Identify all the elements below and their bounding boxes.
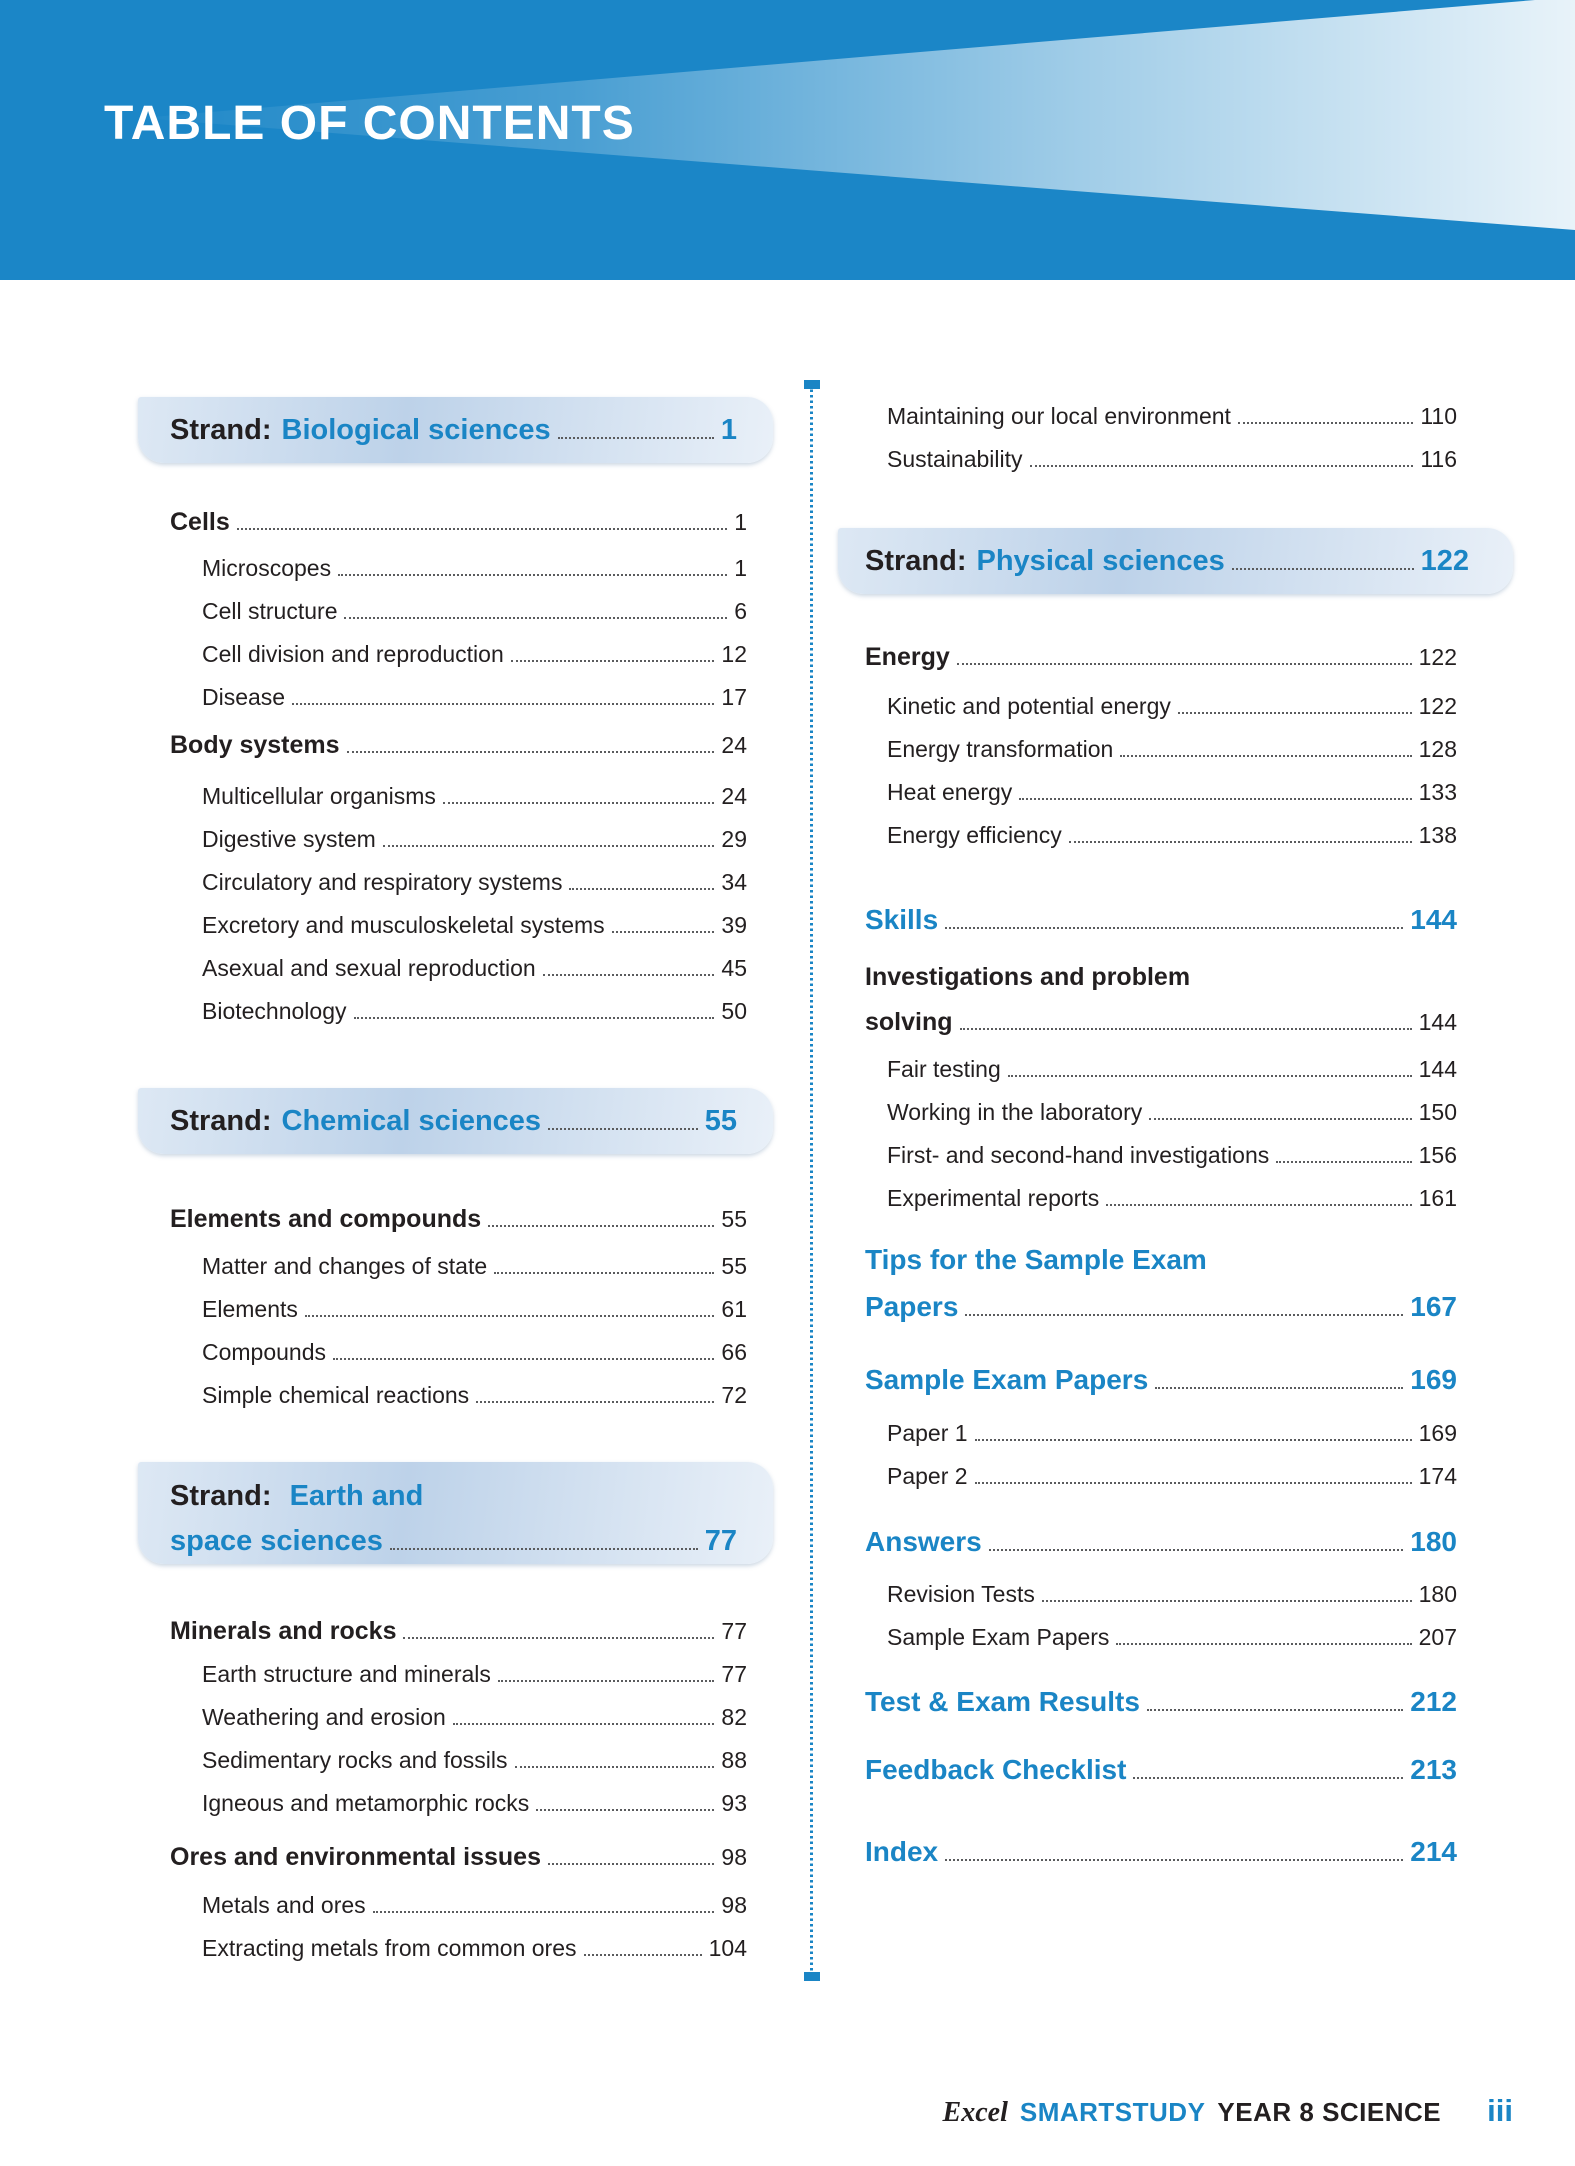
entry-page: 45 bbox=[721, 955, 747, 981]
dotted-leader bbox=[558, 437, 714, 439]
section-label-line2: solving bbox=[865, 1008, 953, 1036]
toc-section bbox=[838, 635, 1513, 679]
toc-entry bbox=[138, 904, 773, 947]
toc-blue-heading bbox=[838, 1355, 1513, 1405]
footer-brand-excel: Excel bbox=[942, 2097, 1008, 2128]
strand-prefix: Strand: bbox=[170, 1480, 272, 1512]
blue-heading-label: Skills bbox=[865, 904, 939, 935]
dotted-leader bbox=[536, 1809, 714, 1811]
strand-page: 77 bbox=[704, 1525, 737, 1557]
section-label: Cells bbox=[170, 508, 230, 536]
toc-entry bbox=[838, 1455, 1513, 1498]
dotted-leader bbox=[1008, 1075, 1412, 1077]
toc-entry bbox=[138, 1884, 773, 1927]
dotted-leader bbox=[494, 1272, 714, 1274]
entry-page: 104 bbox=[708, 1935, 747, 1961]
entry-label: Extracting metals from common ores bbox=[202, 1935, 577, 1961]
toc-entry bbox=[138, 1782, 773, 1825]
dotted-leader bbox=[1178, 712, 1412, 714]
dotted-leader bbox=[945, 1859, 1403, 1861]
dotted-leader bbox=[292, 703, 714, 705]
dotted-leader bbox=[1155, 1387, 1403, 1389]
dotted-leader bbox=[1019, 798, 1411, 800]
dotted-leader bbox=[989, 1549, 1404, 1551]
entry-page: 39 bbox=[721, 912, 747, 938]
dotted-leader bbox=[975, 1482, 1412, 1484]
strand-banner-physical bbox=[838, 528, 1513, 594]
dotted-leader bbox=[1149, 1118, 1411, 1120]
blue-heading-label: Test & Exam Results bbox=[865, 1686, 1140, 1717]
toc-entry bbox=[138, 775, 773, 818]
entry-label: Disease bbox=[202, 684, 286, 710]
entry-page: 66 bbox=[721, 1339, 747, 1365]
dotted-leader bbox=[498, 1680, 715, 1682]
section-label: Body systems bbox=[170, 731, 340, 759]
entry-label: Biotechnology bbox=[202, 998, 347, 1024]
strand-name: Chemical sciences bbox=[281, 1105, 542, 1137]
section-page: 24 bbox=[721, 732, 747, 758]
entry-label: Compounds bbox=[202, 1339, 327, 1365]
strand-banner-chemical bbox=[138, 1088, 773, 1154]
entry-label: Elements bbox=[202, 1296, 298, 1322]
blue-heading-page: 169 bbox=[1410, 1364, 1457, 1395]
dotted-leader bbox=[344, 617, 727, 619]
toc-blue-heading bbox=[838, 1745, 1513, 1795]
entry-label: Fair testing bbox=[887, 1056, 1001, 1082]
entry-page: 98 bbox=[721, 1892, 747, 1918]
blue-heading-label: Index bbox=[865, 1836, 939, 1867]
dotted-leader bbox=[488, 1225, 714, 1227]
toc-entry bbox=[838, 1177, 1513, 1220]
entry-label: Sample Exam Papers bbox=[887, 1624, 1110, 1650]
section-label: Elements and compounds bbox=[170, 1205, 482, 1233]
entry-page: 150 bbox=[1418, 1099, 1457, 1125]
entry-page: 174 bbox=[1418, 1463, 1457, 1489]
entry-page: 161 bbox=[1418, 1185, 1457, 1211]
dotted-leader bbox=[960, 1028, 1412, 1030]
footer-course-label: YEAR 8 SCIENCE bbox=[1217, 2097, 1442, 2127]
blue-heading-label-line1: Tips for the Sample Exam bbox=[865, 1244, 1207, 1275]
blue-heading-page: 180 bbox=[1410, 1526, 1457, 1557]
toc-section bbox=[138, 500, 773, 544]
entry-label: Sustainability bbox=[887, 446, 1023, 472]
entry-label: Multicellular organisms bbox=[202, 783, 436, 809]
section-label: Energy bbox=[865, 643, 950, 671]
blue-heading-page: 214 bbox=[1410, 1836, 1457, 1867]
toc-blue-heading bbox=[838, 1677, 1513, 1727]
footer-page-number: iii bbox=[1487, 2093, 1513, 2128]
entry-page: 34 bbox=[721, 869, 747, 895]
entry-label: Circulatory and respiratory systems bbox=[202, 869, 563, 895]
dotted-leader bbox=[354, 1017, 715, 1019]
toc-entry bbox=[138, 590, 773, 633]
toc-entry bbox=[138, 861, 773, 904]
entry-label: Paper 2 bbox=[887, 1463, 968, 1489]
page-title: TABLE OF CONTENTS bbox=[104, 97, 635, 150]
entry-page: 12 bbox=[721, 641, 747, 667]
toc-entry bbox=[838, 1091, 1513, 1134]
entry-label: Matter and changes of state bbox=[202, 1253, 488, 1279]
entry-label: Maintaining our local environment bbox=[887, 403, 1231, 429]
entry-label: Earth structure and minerals bbox=[202, 1661, 491, 1687]
dotted-leader bbox=[548, 1863, 714, 1865]
dotted-leader bbox=[443, 802, 714, 804]
dotted-leader bbox=[1133, 1777, 1403, 1779]
dotted-leader bbox=[1276, 1161, 1411, 1163]
toc-entry bbox=[138, 1331, 773, 1374]
dotted-leader bbox=[390, 1548, 698, 1550]
toc-left-column bbox=[138, 390, 773, 1970]
toc-entry bbox=[838, 1573, 1513, 1616]
toc-section bbox=[138, 723, 773, 767]
dotted-leader bbox=[1069, 841, 1412, 843]
strand-prefix: Strand: bbox=[170, 1105, 272, 1137]
toc-blue-heading-two-line bbox=[838, 1237, 1513, 1332]
dotted-leader bbox=[305, 1315, 715, 1317]
dotted-leader bbox=[584, 1954, 702, 1956]
entry-page: 24 bbox=[721, 783, 747, 809]
entry-page: 55 bbox=[721, 1253, 747, 1279]
toc-section bbox=[138, 1835, 773, 1879]
dotted-leader bbox=[543, 974, 715, 976]
dotted-leader bbox=[1238, 422, 1413, 424]
section-page: 1 bbox=[734, 509, 747, 535]
strand-name: Physical sciences bbox=[976, 545, 1225, 577]
entry-label: Energy transformation bbox=[887, 736, 1114, 762]
entry-label: Revision Tests bbox=[887, 1581, 1035, 1607]
entry-label: Simple chemical reactions bbox=[202, 1382, 470, 1408]
toc-entry bbox=[138, 1653, 773, 1696]
entry-label: Working in the laboratory bbox=[887, 1099, 1143, 1125]
toc-entry bbox=[138, 1374, 773, 1417]
section-page: 144 bbox=[1418, 1009, 1457, 1035]
entry-page: 180 bbox=[1418, 1581, 1457, 1607]
blue-heading-label: Sample Exam Papers bbox=[865, 1364, 1149, 1395]
toc-entry bbox=[838, 1412, 1513, 1455]
toc-entry bbox=[138, 1696, 773, 1739]
toc-section bbox=[138, 1609, 773, 1653]
dotted-leader bbox=[1120, 755, 1411, 757]
toc-entry bbox=[838, 395, 1513, 438]
toc-blue-heading bbox=[838, 895, 1513, 945]
entry-label: Excretory and musculoskeletal systems bbox=[202, 912, 605, 938]
dotted-leader bbox=[511, 660, 715, 662]
dotted-leader bbox=[1147, 1709, 1403, 1711]
toc-entry bbox=[838, 1134, 1513, 1177]
blue-heading-label: Feedback Checklist bbox=[865, 1754, 1127, 1785]
dotted-leader bbox=[347, 751, 715, 753]
toc-entry bbox=[138, 990, 773, 1033]
dotted-leader bbox=[237, 528, 727, 530]
entry-page: 156 bbox=[1418, 1142, 1457, 1168]
entry-label: Asexual and sexual reproduction bbox=[202, 955, 536, 981]
entry-label: Heat energy bbox=[887, 779, 1013, 805]
entry-label: Weathering and erosion bbox=[202, 1704, 446, 1730]
entry-label: First- and second-hand investigations bbox=[887, 1142, 1270, 1168]
entry-label: Metals and ores bbox=[202, 1892, 366, 1918]
entry-page: 82 bbox=[721, 1704, 747, 1730]
dotted-leader bbox=[373, 1911, 715, 1913]
blue-heading-page: 212 bbox=[1410, 1686, 1457, 1717]
blue-heading-label: Answers bbox=[865, 1526, 982, 1557]
entry-label: Experimental reports bbox=[887, 1185, 1100, 1211]
section-label: Ores and environmental issues bbox=[170, 1843, 541, 1871]
footer-brand-smartstudy: SMARTSTUDY bbox=[1019, 2097, 1206, 2127]
dotted-leader bbox=[476, 1401, 714, 1403]
entry-label: Igneous and metamorphic rocks bbox=[202, 1790, 530, 1816]
column-divider bbox=[810, 384, 813, 1976]
strand-banner-biological bbox=[138, 397, 773, 463]
strand-page: 1 bbox=[720, 414, 737, 446]
entry-page: 50 bbox=[721, 998, 747, 1024]
entry-page: 17 bbox=[721, 684, 747, 710]
entry-page: 61 bbox=[721, 1296, 747, 1322]
entry-page: 110 bbox=[1420, 403, 1457, 429]
toc-entry bbox=[838, 728, 1513, 771]
entry-page: 128 bbox=[1418, 736, 1457, 762]
section-label-line1: Investigations and problem bbox=[865, 963, 1191, 991]
entry-label: Kinetic and potential energy bbox=[887, 693, 1171, 719]
dotted-leader bbox=[1106, 1204, 1411, 1206]
dotted-leader bbox=[957, 663, 1412, 665]
dotted-leader bbox=[1030, 465, 1414, 467]
entry-label: Cell structure bbox=[202, 598, 338, 624]
strand-prefix: Strand: bbox=[865, 545, 967, 577]
section-page: 122 bbox=[1418, 644, 1457, 670]
strand-name: Biological sciences bbox=[281, 414, 551, 446]
toc-entry bbox=[138, 547, 773, 590]
strand-page: 55 bbox=[704, 1105, 737, 1137]
dotted-leader bbox=[333, 1358, 714, 1360]
entry-label: Digestive system bbox=[202, 826, 376, 852]
entry-page: 169 bbox=[1418, 1420, 1457, 1446]
toc-entry bbox=[138, 818, 773, 861]
toc-entry bbox=[138, 1288, 773, 1331]
toc-blue-heading bbox=[838, 1827, 1513, 1877]
entry-page: 207 bbox=[1418, 1624, 1457, 1650]
toc-section bbox=[138, 1197, 773, 1241]
strand-page: 122 bbox=[1420, 545, 1469, 577]
toc-entry bbox=[838, 771, 1513, 814]
footer bbox=[943, 2093, 1513, 2129]
entry-page: 144 bbox=[1418, 1056, 1457, 1082]
dotted-leader bbox=[453, 1723, 715, 1725]
entry-label: Microscopes bbox=[202, 555, 332, 581]
entry-label: Sedimentary rocks and fossils bbox=[202, 1747, 508, 1773]
section-page: 55 bbox=[721, 1206, 747, 1232]
toc-entry bbox=[138, 1927, 773, 1970]
strand-prefix: Strand: bbox=[170, 414, 272, 446]
dotted-leader bbox=[945, 927, 1403, 929]
section-page: 77 bbox=[721, 1618, 747, 1644]
toc-entry bbox=[838, 1616, 1513, 1659]
dotted-leader bbox=[515, 1766, 715, 1768]
dotted-leader bbox=[548, 1128, 698, 1130]
blue-heading-page: 144 bbox=[1410, 904, 1457, 935]
entry-page: 1 bbox=[734, 555, 747, 581]
dotted-leader bbox=[965, 1314, 1403, 1316]
toc-entry bbox=[138, 947, 773, 990]
header-banner bbox=[0, 0, 1575, 280]
entry-page: 93 bbox=[721, 1790, 747, 1816]
dotted-leader bbox=[612, 931, 715, 933]
entry-label: Energy efficiency bbox=[887, 822, 1062, 848]
entry-label: Cell division and reproduction bbox=[202, 641, 504, 667]
dotted-leader bbox=[975, 1439, 1412, 1441]
toc-entry bbox=[838, 1048, 1513, 1091]
toc-entry bbox=[838, 438, 1513, 481]
entry-page: 88 bbox=[721, 1747, 747, 1773]
entry-page: 6 bbox=[734, 598, 747, 624]
entry-page: 77 bbox=[721, 1661, 747, 1687]
entry-page: 133 bbox=[1418, 779, 1457, 805]
dotted-leader bbox=[383, 845, 715, 847]
entry-page: 72 bbox=[721, 1382, 747, 1408]
toc-entry bbox=[138, 633, 773, 676]
strand-banner-earth-space bbox=[138, 1462, 773, 1564]
toc-right-column bbox=[838, 390, 1513, 1877]
divider-bottom-cap bbox=[804, 1972, 820, 1981]
strand-name-line2: space sciences bbox=[170, 1525, 383, 1557]
dotted-leader bbox=[338, 574, 727, 576]
blue-heading-label-line2: Papers bbox=[865, 1291, 959, 1322]
dotted-leader bbox=[403, 1637, 714, 1639]
entry-page: 138 bbox=[1418, 822, 1457, 848]
strand-name-line1: Earth and bbox=[289, 1480, 424, 1512]
toc-section-two-line bbox=[838, 955, 1513, 1045]
entry-label: Paper 1 bbox=[887, 1420, 968, 1446]
entry-page: 116 bbox=[1420, 446, 1457, 472]
toc-entry bbox=[838, 814, 1513, 857]
blue-heading-page: 213 bbox=[1410, 1754, 1457, 1785]
blue-heading-page: 167 bbox=[1410, 1291, 1457, 1322]
entry-page: 122 bbox=[1418, 693, 1457, 719]
dotted-leader bbox=[1042, 1600, 1412, 1602]
section-page: 98 bbox=[721, 1844, 747, 1870]
dotted-leader bbox=[1116, 1643, 1411, 1645]
dotted-leader bbox=[1232, 568, 1414, 570]
dotted-leader bbox=[569, 888, 714, 890]
toc-blue-heading bbox=[838, 1517, 1513, 1567]
toc-entry bbox=[138, 676, 773, 719]
entry-page: 29 bbox=[721, 826, 747, 852]
section-label: Minerals and rocks bbox=[170, 1617, 397, 1645]
toc-entry bbox=[138, 1245, 773, 1288]
toc-entry bbox=[138, 1739, 773, 1782]
toc-entry bbox=[838, 685, 1513, 728]
